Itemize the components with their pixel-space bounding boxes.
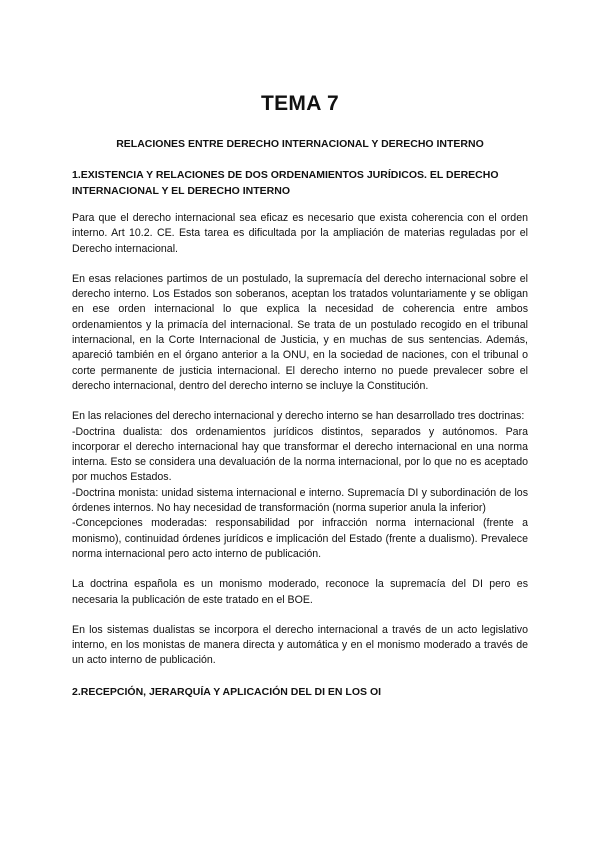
paragraph-4: La doctrina española es un monismo moderado, reconoce la supremacía del DI pero es necesaria la publicación de este tratado en el BOE.: [72, 578, 528, 606]
paragraph-2: En esas relaciones partimos de un postulado, la supremacía del derecho internacional sobre el derecho interno. Los Estados son soberanos, aceptan los tratados voluntariamente y se obligan en ese orden internacional lo que explica la necesidad de coherencia entre ambos ordenamientos y la primacía del internacional. Se trata de un postulado recogido en el tribunal internacional, en la Corte Internacional de Justicia, y en muchas de sus sentencias. Además, apareció también en el órgano anterior a la ONU, en la sociedad de naciones, con el tribunal o corte permanente de justicia internacional. El derecho interno no puede prevalecer sobre el derecho internacional, dentro del derecho interno se incluye la Constitución.: [72, 272, 528, 392]
doctrine-monista: -Doctrina monista: unidad sistema internacional e interno. Supremacía DI y subordinación de los órdenes internos. No hay necesidad de transformación (norma superior anula la inferior): [72, 486, 528, 515]
document-subtitle: RELACIONES ENTRE DERECHO INTERNACIONAL Y DERECHO INTERNO: [116, 138, 484, 150]
doctrines-intro: En las relaciones del derecho internacional y derecho interno se han desarrollado tres doctrinas:: [72, 410, 525, 423]
doctrine-dualista: -Doctrina dualista: dos ordenamientos jurídicos distintos, separados y autónomos. Para incorporar el derecho internacional hay que transformar el derecho internacional en una norma interna. Esto se considera una devaluación de la norma internacional, por lo que no es aceptado por muchos Estados.: [72, 425, 528, 484]
page-title: TEMA 7: [260, 92, 340, 115]
paragraph-3-doctrines: [72, 409, 528, 562]
paragraph-5: En los sistemas dualistas se incorpora el derecho internacional a través de un acto legislativo interno, en los monistas de manera directa y automática y en el monismo moderado a través de un acto interno de publicación.: [72, 623, 528, 667]
section-2-heading: 2.RECEPCIÓN, JERARQUÍA Y APLICACIÓN DEL DI EN LOS OI: [72, 685, 382, 698]
doctrine-moderadas: -Concepciones moderadas: responsabilidad por infracción norma internacional (frente a monismo), continuidad órdenes jurídicos e implicación del Estado (frente a dualismo). Prevalece norma internacional pero acto interno de publicación.: [72, 517, 528, 560]
section-1-heading: 1.EXISTENCIA Y RELACIONES DE DOS ORDENAMIENTOS JURÍDICOS. EL DERECHO INTERNACIONAL Y EL DERECHO INTERNO: [72, 169, 499, 197]
paragraph-1: Para que el derecho internacional sea eficaz es necesario que exista coherencia con el orden interno. Art 10.2. CE. Esta tarea es dificultada por la ampliación de materias reguladas por el Derecho internacional.: [72, 212, 528, 255]
